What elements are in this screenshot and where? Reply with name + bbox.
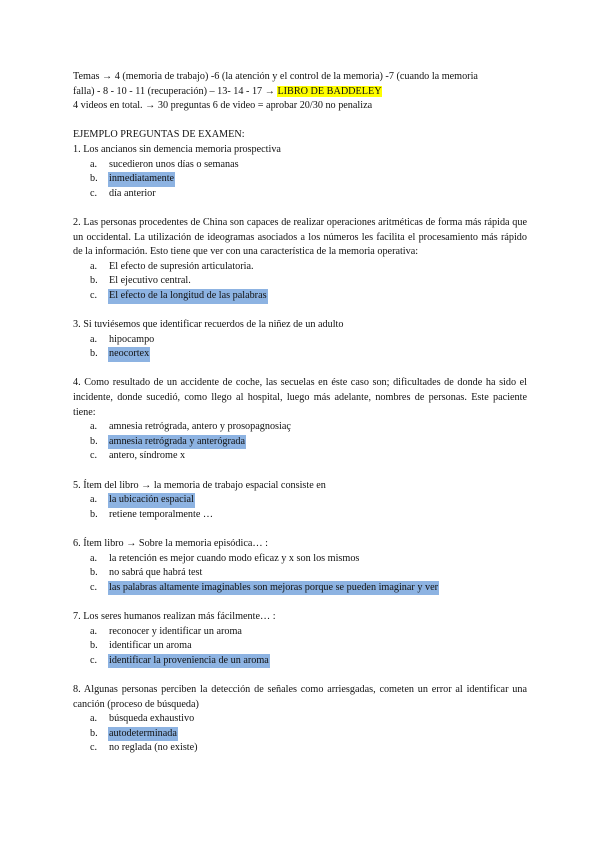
topics-line-2-text: falla) - 8 - 10 - 11 (recuperación) – 13- 14 - 17 →	[73, 85, 275, 97]
option-letter: b.	[90, 567, 98, 579]
answer-option	[73, 566, 527, 581]
option-text: día anterior	[109, 187, 156, 199]
option-letter: a.	[90, 260, 98, 272]
question-list	[73, 143, 527, 756]
answer-option	[73, 347, 527, 362]
answer-option	[73, 435, 527, 450]
section-title: EJEMPLO PREGUNTAS DE EXAMEN:	[73, 129, 245, 141]
answer-option	[73, 260, 527, 275]
videos-line: 4 videos en total. → 30 preguntas 6 de video = aprobar 20/30 no penaliza	[73, 100, 373, 112]
answer-option	[73, 172, 527, 187]
topics-line-2	[73, 85, 527, 100]
option-text: antero, síndrome x	[109, 450, 186, 462]
question-text: 5. Ítem del libro → la memoria de trabajo espacial consiste en	[73, 479, 326, 491]
answer-option	[73, 654, 527, 669]
option-text: búsqueda exhaustivo	[109, 713, 195, 725]
option-text: El ejecutivo central.	[109, 275, 191, 287]
answer-option	[73, 420, 527, 435]
option-text-highlighted: amnesia retrógrada y anterógrada	[108, 435, 246, 450]
option-letter: b.	[90, 640, 98, 652]
option-text: reconocer y identificar un aroma	[109, 625, 242, 637]
option-text-highlighted: las palabras altamente imaginables son mejoras porque se pueden imaginar y ver	[108, 581, 439, 596]
answer-option	[73, 274, 527, 289]
option-text: la retención es mejor cuando modo eficaz y x son los mismos	[109, 552, 360, 564]
answer-option	[73, 727, 527, 742]
answer-option	[73, 289, 527, 304]
answer-option	[73, 741, 527, 756]
option-letter: b.	[90, 508, 98, 520]
option-text-highlighted: autodeterminada	[108, 727, 178, 742]
option-letter: b.	[90, 173, 98, 185]
option-letter: a.	[90, 158, 98, 170]
option-letter: a.	[90, 333, 98, 345]
question-text: 8. Algunas personas perciben la detección de señales como arriesgadas, cometen un error al identificar una canción (proceso de búsqueda)	[73, 683, 527, 710]
option-text-highlighted: neocortex	[108, 347, 150, 362]
option-text: retiene temporalmente …	[109, 508, 214, 520]
answer-option	[73, 449, 527, 464]
topics-line: Temas → 4 (memoria de trabajo) -6 (la atención y el control de la memoria) -7 (cuando la memoria	[73, 71, 478, 82]
option-text: identificar un aroma	[109, 640, 192, 652]
answer-option	[73, 158, 527, 173]
answer-option	[73, 187, 527, 202]
option-text: hipocampo	[109, 333, 155, 345]
book-highlight: LIBRO DE BADDELEY	[277, 85, 382, 97]
option-letter: b.	[90, 727, 98, 739]
answer-option	[73, 581, 527, 596]
option-text: amnesia retrógrada, antero y prosopagnosiaç	[109, 421, 291, 433]
document-page	[73, 70, 527, 756]
option-letter: b.	[90, 435, 98, 447]
answer-option	[73, 508, 527, 523]
answer-option	[73, 333, 527, 348]
option-text: no sabrá que habrá test	[109, 567, 203, 579]
option-text: El efecto de supresión articulatoria.	[109, 260, 254, 272]
option-text-highlighted: la ubicación espacial	[108, 493, 195, 508]
option-text: no reglada (no existe)	[109, 742, 198, 754]
question-text: 4. Como resultado de un accidente de coche, las secuelas en éste caso son; dificultades de donde ha sido el incidente, donde sucedió, como llego al hospital, luego más adelante, nombres de personas. Este paciente tiene:	[73, 377, 527, 418]
answer-option	[73, 639, 527, 654]
question-text: 3. Si tuviésemos que identificar recuerdos de la niñez de un adulto	[73, 319, 344, 331]
option-letter: c.	[90, 187, 98, 199]
question-text: 6. Ítem libro → Sobre la memoria episódica… :	[73, 538, 268, 549]
option-letter: c.	[90, 289, 98, 301]
option-letter: a.	[90, 421, 98, 433]
option-letter: a.	[90, 552, 98, 564]
option-text-highlighted: El efecto de la longitud de las palabras	[108, 289, 268, 304]
option-letter: c.	[90, 450, 98, 462]
option-text-highlighted: inmediatamente	[108, 172, 175, 187]
option-letter: a.	[90, 625, 98, 637]
option-letter: a.	[90, 713, 98, 725]
option-text: sucedieron unos días o semanas	[109, 158, 239, 170]
option-letter: a.	[90, 494, 98, 506]
option-letter: b.	[90, 275, 98, 287]
option-letter: c.	[90, 654, 98, 666]
question-text: 1. Los ancianos sin demencia memoria prospectiva	[73, 143, 281, 155]
answer-option	[73, 552, 527, 567]
question-text: 7. Los seres humanos realizan más fácilmente… :	[73, 610, 276, 622]
option-letter: b.	[90, 348, 98, 360]
answer-option	[73, 625, 527, 640]
option-letter: c.	[90, 581, 98, 593]
answer-option	[73, 712, 527, 727]
option-text-highlighted: identificar la proveniencia de un aroma	[108, 654, 270, 669]
question-text: 2. Las personas procedentes de China son capaces de realizar operaciones aritméticas de forma más rápida que un occidental. La utilización de ideogramas asociados a los números les facilita el procesamiento más rápido de la información. Esto tiene que ver con una característica de la memoria operativa:	[73, 216, 527, 258]
answer-option	[73, 493, 527, 508]
option-letter: c.	[90, 742, 98, 754]
